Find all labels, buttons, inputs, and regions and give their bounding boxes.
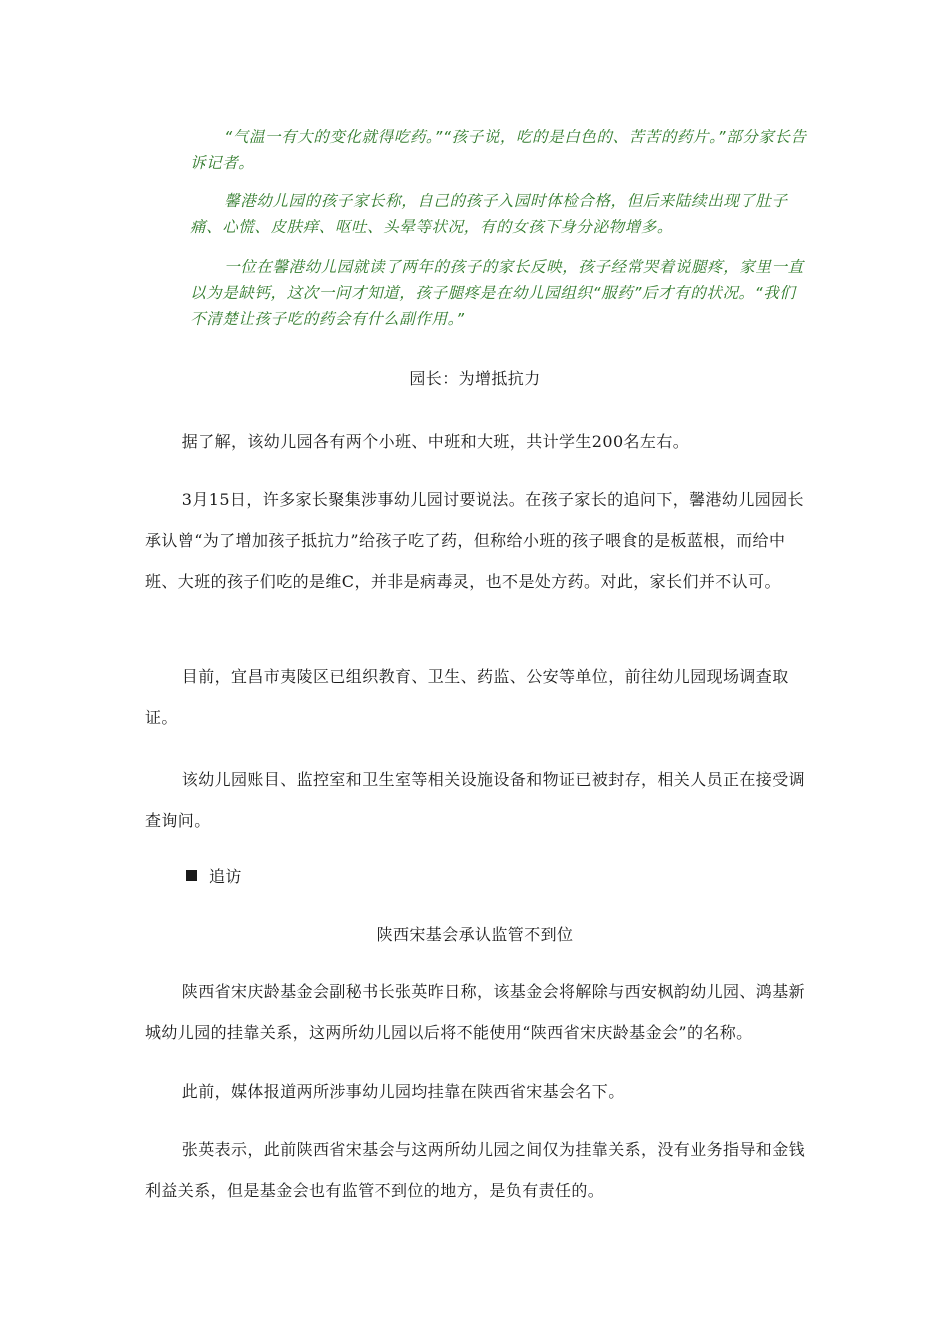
paragraph-principal-admits [145, 479, 805, 602]
section-tag-label: 追访 [209, 867, 242, 886]
section-heading-foundation: 陕西宋基会承认监管不到位 [376, 925, 574, 944]
quote-paragraph-1: “气温一有大的变化就得吃药。”“孩子说，吃的是白色的、苦苦的药片。”部分家长告诉记者。 [190, 128, 807, 172]
quote-paragraph-3: 一位在馨港幼儿园就读了两年的孩子的家长反映，孩子经常哭着说腿疼，家里一直以为是缺钙，这次一问才知道，孩子腿疼是在幼儿园组织“服药”后才有的状况。“我们不清楚让孩子吃的药会有什么副作用。” [190, 258, 804, 328]
paragraph-class-count [145, 421, 805, 462]
paragraph-foundation-statement [145, 971, 805, 1053]
paragraph-investigation [145, 656, 805, 738]
paragraph-media-report [145, 1071, 805, 1112]
paragraph-text: 目前，宜昌市夷陵区已组织教育、卫生、药监、公安等单位，前往幼儿园现场调查取证。 [145, 667, 789, 727]
paragraph-text: 陕西省宋庆龄基金会副秘书长张英昨日称，该基金会将解除与西安枫韵幼儿园、鸿基新城幼儿园的挂靠关系，这两所幼儿园以后将不能使用“陕西省宋庆龄基金会”的名称。 [145, 982, 805, 1042]
paragraph-text: 此前，媒体报道两所涉事幼儿园均挂靠在陕西省宋基会名下。 [181, 1082, 625, 1101]
section-heading-principal: 园长：为增抵抗力 [409, 369, 541, 388]
paragraph-sealed-evidence [145, 759, 805, 841]
paragraph-text: 张英表示，此前陕西省宋基会与这两所幼儿园之间仅为挂靠关系，没有业务指导和金钱利益关系，但是基金会也有监管不到位的地方，是负有责任的。 [145, 1140, 805, 1200]
quote-paragraph-2: 馨港幼儿园的孩子家长称，自己的孩子入园时体检合格，但后来陆续出现了肚子痛、心慌、皮肤痒、呕吐、头晕等状况，有的女孩下身分泌物增多。 [190, 192, 788, 236]
paragraph-text: 据了解，该幼儿园各有两个小班、中班和大班，共计学生200名左右。 [181, 432, 690, 451]
parent-quotes-block [190, 124, 810, 346]
paragraph-text: 该幼儿园账目、监控室和卫生室等相关设施设备和物证已被封存，相关人员正在接受调查询问。 [145, 770, 805, 830]
paragraph-text: 3月15日，许多家长聚集涉事幼儿园讨要说法。在孩子家长的追问下，馨港幼儿园园长承认曾“为了增加孩子抵抗力”给孩子吃了药，但称给小班的孩子喂食的是板蓝根，而给中班、大班的孩子们吃的是维C，并非是病毒灵，也不是处方药。对此，家长们并不认可。 [145, 490, 804, 591]
paragraph-responsibility [145, 1129, 805, 1211]
black-square-icon [186, 870, 197, 881]
section-tag-follow-up [186, 864, 242, 887]
